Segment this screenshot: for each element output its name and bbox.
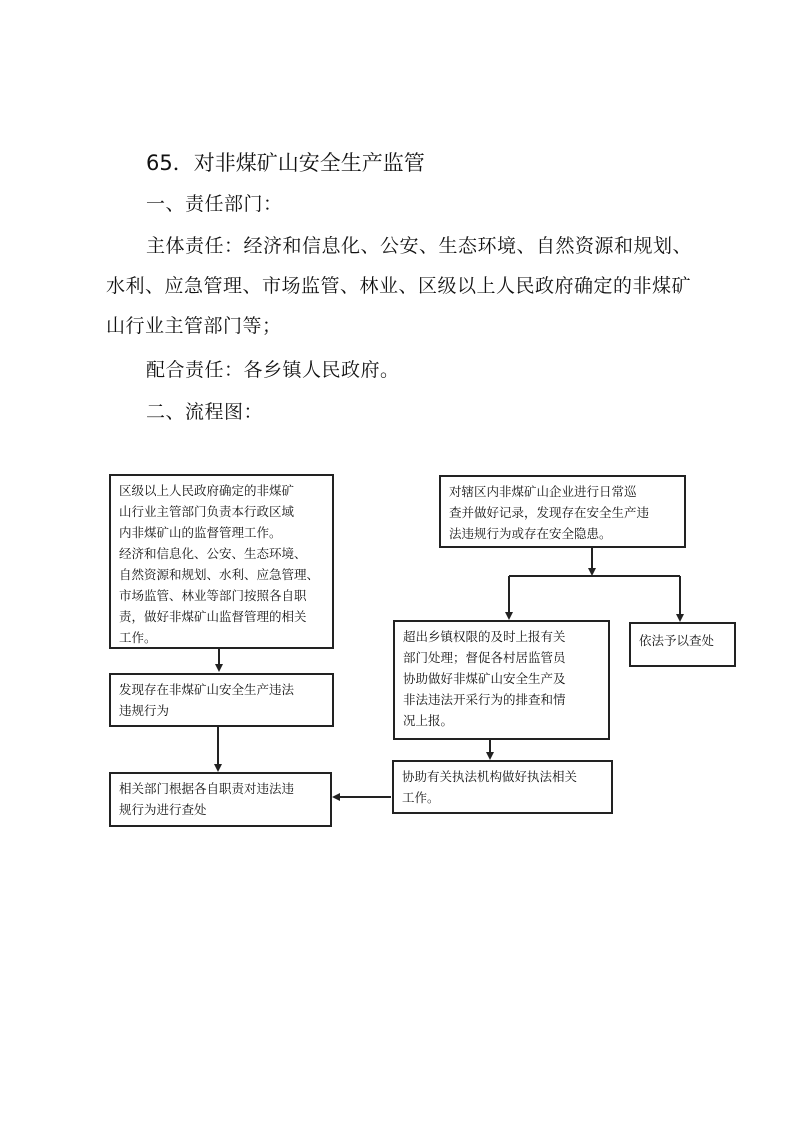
flow-box-text: 自然资源和规划、水利、应急管理、 — [119, 567, 320, 582]
flow-box-text: 区级以上人民政府确定的非煤矿 — [119, 483, 295, 498]
section1-heading: 一、责任部门： — [146, 193, 283, 215]
flow-box-text: 责，做好非煤矿山监督管理的相关 — [119, 609, 307, 624]
flow-box-left-top — [109, 474, 334, 649]
flow-box-text: 对辖区内非煤矿山企业进行日常巡 — [449, 484, 637, 499]
flow-box-text: 相关部门根据各自职责对违法违 — [119, 781, 295, 796]
flow-box-text: 超出乡镇权限的及时上报有关 — [403, 629, 566, 644]
flow-box-text: 查并做好记录，发现存在安全生产违 — [449, 505, 650, 520]
flow-box-text: 依法予以查处 — [639, 633, 715, 648]
flow-box-text: 况上报。 — [403, 713, 454, 728]
flow-box-text: 发现存在非煤矿山安全生产违法 — [119, 682, 295, 697]
flow-box-left-bottom — [109, 772, 332, 827]
flow-box-text: 协助做好非煤矿山安全生产及 — [403, 671, 566, 686]
flow-box-right-top — [439, 475, 686, 548]
flow-box-text: 经济和信息化、公安、生态环境、 — [119, 546, 307, 561]
flow-box-text: 法违规行为或存在安全隐患。 — [449, 526, 612, 541]
flow-box-text: 内非煤矿山的监督管理工作。 — [119, 525, 282, 540]
flow-box-text: 非法违法开采行为的排查和情 — [403, 692, 566, 707]
flow-box-right-report — [393, 620, 610, 740]
flow-box-left-middle — [109, 673, 334, 727]
flow-box-text: 违规行为 — [119, 703, 170, 718]
flow-box-text: 工作。 — [119, 630, 157, 645]
flow-box-right-bottom — [392, 760, 613, 814]
primary-responsibility: 主体责任：经济和信息化、公安、生态环境、自然资源和规划、水利、应急管理、市场监管、林业、区级以上人民政府确定的非煤矿山行业主管部门等； — [106, 235, 693, 337]
flow-box-text: 规行为进行查处 — [119, 802, 207, 817]
flow-box-text: 山行业主管部门负责本行政区域 — [119, 504, 295, 519]
flow-box-text: 部门处理；督促各村居监管员 — [403, 650, 566, 665]
flow-box-text: 工作。 — [402, 790, 440, 805]
document-title: 65．对非煤矿山安全生产监管 — [146, 151, 425, 175]
section2-heading: 二、流程图： — [146, 401, 264, 423]
flow-box-right-punish — [629, 622, 736, 667]
cooperating-responsibility: 配合责任：各乡镇人民政府。 — [146, 359, 400, 381]
flow-box-text: 市场监管、林业等部门按照各自职 — [119, 588, 307, 603]
flow-box-text: 协助有关执法机构做好执法相关 — [402, 769, 578, 784]
